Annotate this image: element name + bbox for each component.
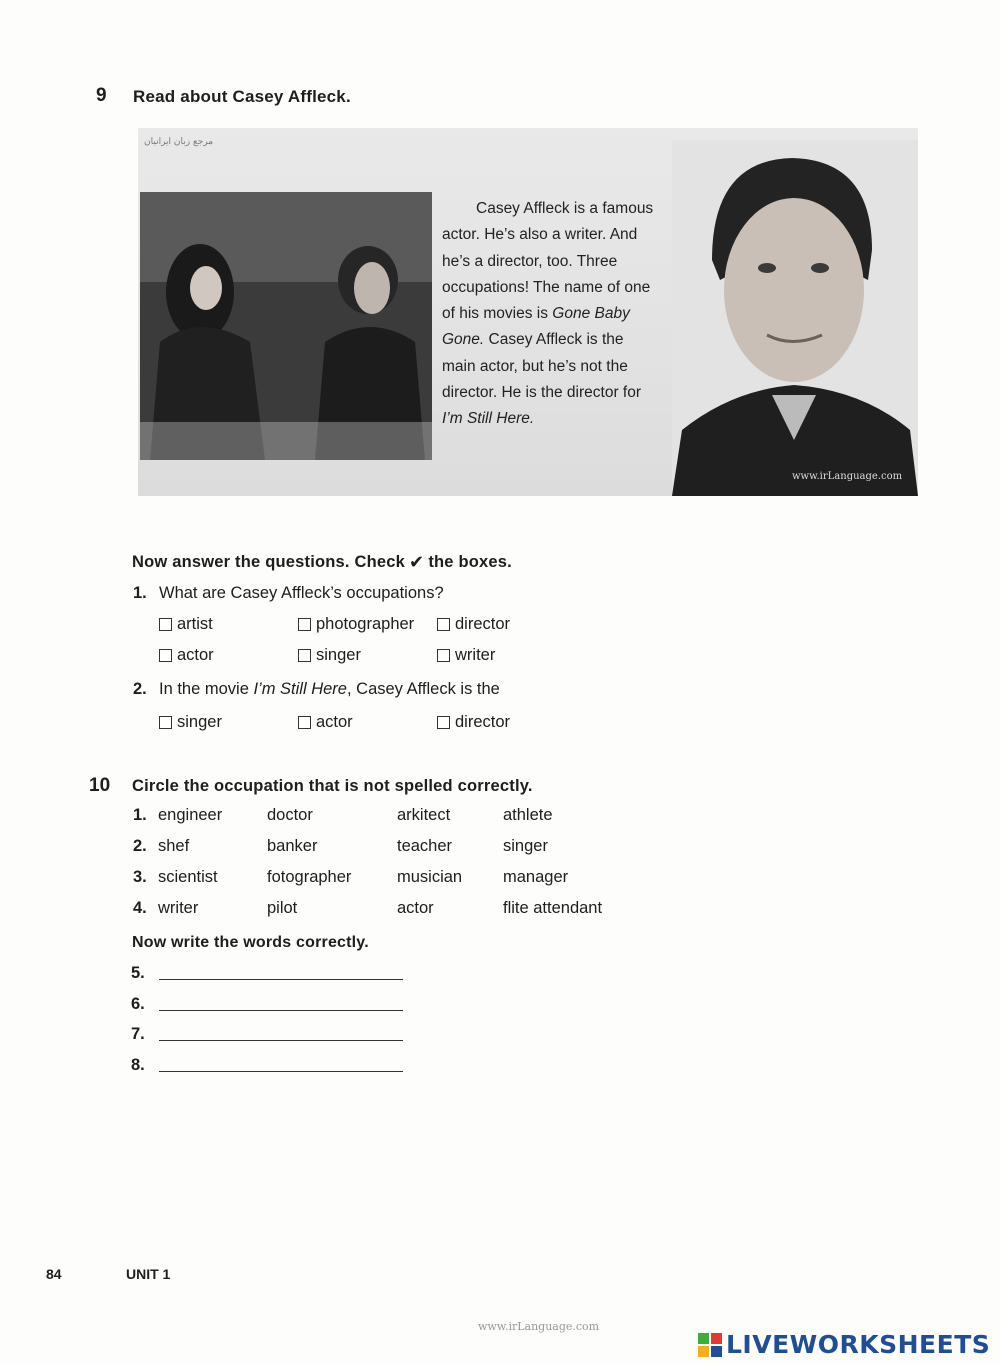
option-label: artist	[177, 615, 213, 633]
question-1-text: What are Casey Affleck’s occupations?	[159, 584, 444, 602]
blank-8-number: 8.	[131, 1056, 145, 1074]
question-1-number: 1.	[133, 584, 147, 602]
blank-7-number: 7.	[131, 1025, 145, 1043]
word-arkitect[interactable]: arkitect	[397, 806, 451, 824]
checkbox[interactable]	[159, 649, 172, 662]
option-label: singer	[316, 646, 361, 664]
word-singer[interactable]: singer	[503, 837, 548, 855]
option-label: actor	[177, 646, 214, 664]
row-2-number: 2.	[133, 837, 147, 855]
unit-label: UNIT 1	[126, 1266, 171, 1282]
article-line: actor. He’s also a writer. And	[442, 226, 638, 244]
word-teacher[interactable]: teacher	[397, 837, 453, 855]
word-fotographer[interactable]: fotographer	[267, 868, 352, 886]
article-line	[442, 327, 674, 353]
word-manager[interactable]: manager	[503, 868, 569, 886]
blank-5-number: 5.	[131, 964, 145, 982]
write-instruction: Now write the words correctly.	[132, 934, 369, 951]
liveworksheets-logo[interactable]	[698, 1330, 990, 1359]
portrait-image	[672, 140, 918, 496]
article-line: occupations! The name of one	[442, 278, 651, 296]
movie-still-photo	[140, 192, 432, 460]
option-label: director	[455, 615, 511, 633]
word-musician[interactable]: musician	[397, 868, 463, 886]
casey-affleck-portrait	[672, 140, 918, 496]
option-director[interactable]	[437, 615, 510, 634]
article-text-span: of his movies is	[442, 305, 553, 323]
checkbox[interactable]	[437, 649, 450, 662]
question-2-text	[159, 680, 500, 699]
image-watermark: www.irLanguage.com	[792, 471, 903, 482]
exercise-9-title: Read about Casey Affleck.	[133, 87, 351, 106]
checkbox[interactable]	[159, 618, 172, 631]
option-q2-actor[interactable]	[298, 713, 353, 732]
article-line	[442, 301, 674, 327]
q2-text-part: , Casey Affleck is the	[346, 680, 500, 698]
instruction-check	[132, 552, 512, 573]
exercise-10-number: 10	[89, 775, 111, 796]
article-text	[442, 196, 674, 433]
word-doctor[interactable]: doctor	[267, 806, 313, 824]
row-4-number: 4.	[133, 899, 147, 917]
exercise-10-title: Circle the occupation that is not spelled correctly.	[132, 777, 533, 795]
word-scientist[interactable]: scientist	[158, 868, 218, 886]
checkbox[interactable]	[298, 649, 311, 662]
option-singer[interactable]	[298, 646, 361, 665]
option-label: photographer	[316, 615, 415, 633]
option-label: singer	[177, 713, 222, 731]
movie-title-gone-baby: Gone Baby	[552, 305, 630, 323]
word-banker[interactable]: banker	[267, 837, 318, 855]
checkbox[interactable]	[298, 618, 311, 631]
option-label: writer	[455, 646, 496, 664]
word-pilot[interactable]: pilot	[267, 899, 298, 917]
article-line: he’s a director, too. Three	[442, 252, 618, 270]
movie-title-still-here: I’m Still Here.	[442, 410, 535, 428]
instruction-text: the boxes.	[428, 553, 512, 571]
checkbox[interactable]	[298, 716, 311, 729]
row-3-number: 3.	[133, 868, 147, 886]
article-line: director. He is the director for	[442, 384, 641, 402]
q2-movie-title: I’m Still Here	[253, 680, 347, 698]
article-text-span: Casey Affleck is the	[484, 331, 624, 349]
option-q2-director[interactable]	[437, 713, 510, 732]
movie-still-image	[140, 192, 432, 460]
checkbox[interactable]	[437, 716, 450, 729]
row-1-number: 1.	[133, 806, 147, 824]
checkbox[interactable]	[437, 618, 450, 631]
option-artist[interactable]	[159, 615, 213, 634]
word-shef[interactable]: shef	[158, 837, 190, 855]
answer-input-5[interactable]	[159, 979, 403, 980]
blank-6-number: 6.	[131, 995, 145, 1013]
page-number: 84	[46, 1266, 62, 1282]
source-watermark: www.irLanguage.com	[478, 1320, 600, 1333]
word-writer[interactable]: writer	[158, 899, 199, 917]
banner-tag: مرجع زبان ایرانیان	[144, 137, 214, 147]
article-line	[442, 406, 674, 432]
word-engineer[interactable]: engineer	[158, 806, 223, 824]
option-writer[interactable]	[437, 646, 495, 665]
option-actor[interactable]	[159, 646, 214, 665]
option-label: director	[455, 713, 511, 731]
movie-title-gone: Gone.	[442, 331, 485, 349]
check-mark-icon: ✔	[409, 552, 425, 572]
checkbox[interactable]	[159, 716, 172, 729]
answer-input-7[interactable]	[159, 1040, 403, 1041]
answer-input-6[interactable]	[159, 1010, 403, 1011]
word-athlete[interactable]: athlete	[503, 806, 553, 824]
liveworksheets-icon	[698, 1333, 722, 1357]
option-photographer[interactable]	[298, 615, 414, 634]
article-line: Casey Affleck is a famous	[476, 200, 654, 217]
liveworksheets-brand: LIVEWORKSHEETS	[726, 1330, 991, 1359]
option-q2-singer[interactable]	[159, 713, 222, 732]
answer-input-8[interactable]	[159, 1071, 403, 1072]
instruction-text: Now answer the questions. Check	[132, 553, 406, 571]
exercise-9-number: 9	[96, 85, 107, 106]
question-2-number: 2.	[133, 680, 147, 698]
word-actor[interactable]: actor	[397, 899, 434, 917]
word-flite-attendant[interactable]: flite attendant	[503, 899, 603, 917]
article-line: main actor, but he’s not the	[442, 357, 628, 375]
q2-text-part: In the movie	[159, 680, 254, 698]
option-label: actor	[316, 713, 353, 731]
